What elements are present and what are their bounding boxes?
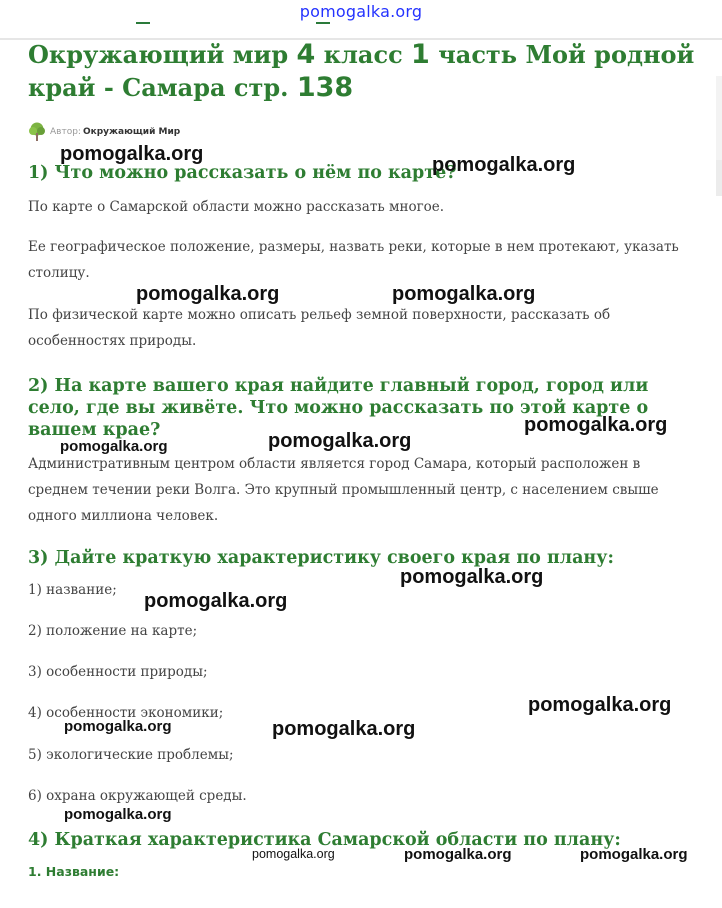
nav-marker	[316, 22, 330, 24]
watermark: pomogalka.org	[392, 283, 536, 305]
sidebar-edge	[716, 160, 722, 196]
site-watermark: pomogalka.org	[299, 2, 423, 21]
question-heading: 4) Краткая характеристика Самарской области по плану:	[28, 830, 621, 850]
watermark: pomogalka.org	[136, 283, 280, 305]
list-item: 3) особенности природы;	[28, 664, 208, 680]
watermark: pomogalka.org	[404, 846, 512, 863]
watermark: pomogalka.org	[252, 847, 335, 861]
author-link[interactable]: Окружающий Мир	[82, 127, 181, 137]
answer-text: Ее географическое положение, размеры, назвать реки, которые в нем протекают, указать столицу.	[28, 239, 679, 281]
question-heading: 3) Дайте краткую характеристику своего края по плану:	[28, 548, 614, 568]
answer-text: По физической карте можно описать рельеф земной поверхности, рассказать об особенностях природы.	[28, 307, 611, 349]
list-item: 2) положение на карте;	[28, 623, 198, 639]
answer-text: Административным центром области является город Самара, который расположен в среднем течении реки Волга. Это крупный промышленный центр, с населением свыше одного миллиона человек.	[28, 456, 659, 524]
list-item: 6) охрана окружающей среды.	[28, 788, 247, 804]
watermark: pomogalka.org	[528, 694, 672, 716]
watermark: pomogalka.org	[524, 414, 668, 436]
watermark: pomogalka.org	[432, 154, 576, 176]
author-line	[28, 122, 180, 142]
watermark: pomogalka.org	[272, 718, 416, 740]
watermark: pomogalka.org	[64, 718, 172, 735]
page-title: Окружающий мир 4 класс 1 часть Мой родной край - Самара стр. 138	[28, 39, 695, 103]
watermark: pomogalka.org	[268, 430, 412, 452]
subheading: 1. Название:	[28, 864, 120, 879]
watermark: pomogalka.org	[580, 846, 688, 863]
watermark: pomogalka.org	[400, 566, 544, 588]
nav-marker	[136, 22, 150, 24]
author-label: Автор:	[50, 127, 81, 137]
list-item: 1) название;	[28, 582, 117, 598]
question-heading: 2) На карте вашего края найдите главный город, город или село, где вы живёте. Что можно рассказать по этой карте о вашем крае?	[28, 376, 649, 440]
list-item: 5) экологические проблемы;	[28, 747, 234, 763]
answer-text: По карте о Самарской области можно рассказать многое.	[28, 199, 445, 215]
list-item: 4) особенности экономики;	[28, 705, 224, 721]
tree-icon	[28, 122, 46, 142]
watermark: pomogalka.org	[60, 143, 204, 165]
question-heading: 1) Что можно рассказать о нём по карте?	[28, 163, 457, 183]
watermark: pomogalka.org	[64, 806, 172, 823]
watermark: pomogalka.org	[144, 590, 288, 612]
watermark: pomogalka.org	[60, 438, 168, 455]
